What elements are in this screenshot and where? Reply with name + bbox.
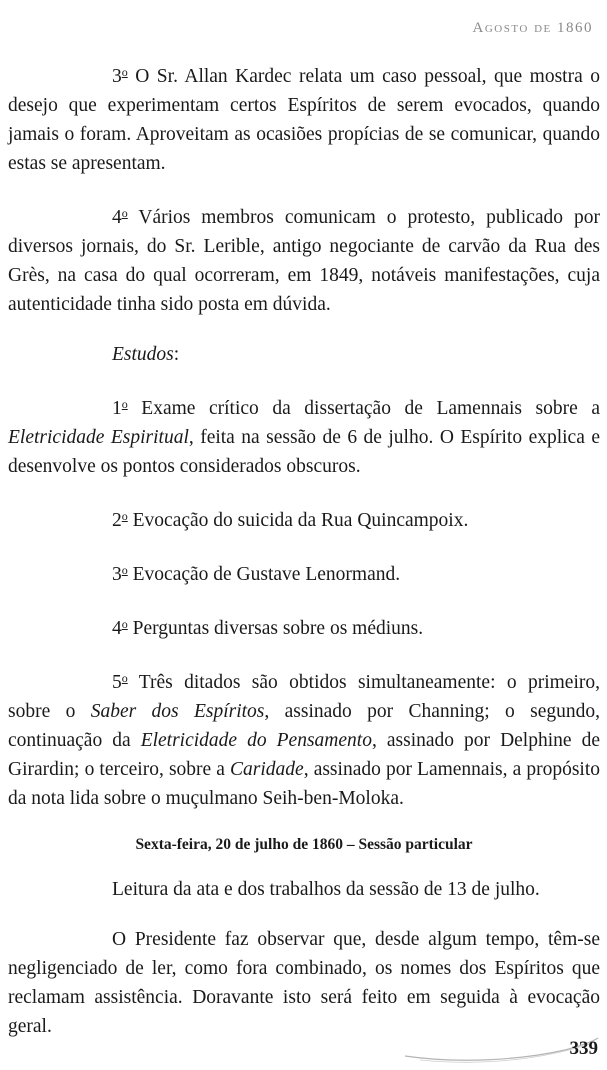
paragraph-text: Evocação de Gustave Lenormand. [127, 564, 401, 585]
paragraph-text: , assinado por Delphine de Girardin; o terceiro, sobre a [8, 730, 600, 780]
item-number: 3 [112, 66, 122, 87]
study-item-5 [8, 664, 600, 813]
studies-colon: : [173, 344, 180, 365]
paragraph-text: , feita na sessão de 6 de julho. O Espírito explica e desenvolve os pontos considerados obscuros. [8, 427, 600, 477]
running-header: Agosto de 1860 [472, 20, 593, 36]
item-number: 4 [112, 618, 122, 639]
study-item-2 [8, 502, 600, 535]
page-body [8, 58, 600, 1062]
item-number: 3 [112, 564, 122, 585]
item-number: 1 [112, 398, 122, 419]
session-heading: Sexta-feira, 20 de julho de 1860 – Sessão particular [135, 836, 473, 853]
item-number: 2 [112, 510, 122, 531]
paragraph-text: Perguntas diversas sobre os médiuns. [127, 618, 424, 639]
work-title: Caridade [230, 759, 304, 780]
session-paragraph-2: O Presidente faz observar que, desde algum tempo, têm-se negligenciado de ler, como fora combinado, os nomes dos Espíritos que reclamam assistência. Doravante isto será feito em seguida à evocação geral. [8, 929, 600, 1037]
ordinal-marker: o [121, 509, 128, 523]
ordinal-marker: o [121, 65, 128, 79]
session-paragraph-1: Leitura da ata e dos trabalhos da sessão de 13 de julho. [112, 879, 540, 900]
item-number: 4 [112, 207, 122, 228]
ordinal-marker: o [121, 563, 128, 577]
paragraph-item-4 [8, 199, 600, 319]
paragraph-text: O Sr. Allan Kardec relata um caso pessoal, que mostra o desejo que experimentam certos Espíritos de serem evocados, quando jamais o foram. Aproveitam as ocasiões propícias de se comunicar, quando estas se apresentam. [8, 66, 600, 174]
paragraph-text: , assinado por Lamennais, a propósito da nota lida sobre o muçulmano Seih-ben-Moloka. [8, 759, 600, 809]
study-item-3 [8, 556, 600, 589]
study-item-1 [8, 390, 600, 481]
ordinal-marker: o [121, 397, 128, 411]
study-item-4 [8, 610, 600, 643]
ordinal-marker: o [121, 206, 128, 220]
paragraph-text: , assinado por Channing; o segundo, continuação da [8, 701, 600, 751]
work-title: Eletricidade do Pensamento [140, 730, 372, 751]
work-title: Eletricidade Espiritual [8, 427, 189, 448]
paragraph-text: Exame crítico da dissertação de Lamennais sobre a [127, 398, 600, 419]
paragraph-item-3 [8, 58, 600, 178]
paragraph-text: Vários membros comunicam o protesto, publicado por diversos jornais, do Sr. Lerible, antigo negociante de carvão da Rua des Grès, na casa do qual ocorreram, em 1849, notáveis manifestações, cuja autenticidade tinha sido posta em dúvida. [8, 207, 600, 315]
item-number: 5 [112, 672, 122, 693]
paragraph-text: Três ditados são obtidos simultaneamente: o primeiro, sobre o [8, 672, 600, 722]
ordinal-marker: o [121, 617, 128, 631]
work-title: Saber dos Espíritos [90, 701, 265, 722]
page-number: 339 [569, 1038, 598, 1059]
ordinal-marker: o [121, 671, 128, 685]
studies-label: Estudos [112, 344, 174, 365]
studies-heading [8, 340, 600, 369]
paragraph-text: Evocação do suicida da Rua Quincampoix. [127, 510, 469, 531]
